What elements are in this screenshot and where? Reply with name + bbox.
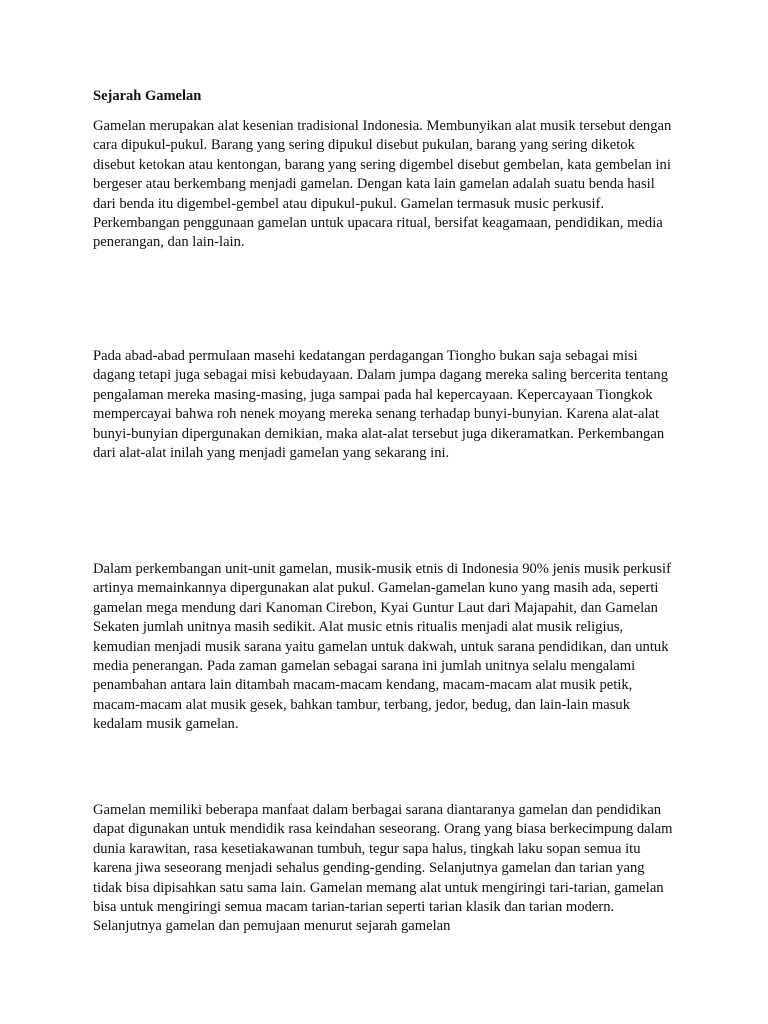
paragraph-4: Gamelan memiliki beberapa manfaat dalam berbagai sarana diantaranya gamelan dan pendidikan dapat digunakan untuk mendidik rasa keindahan seseorang. Orang yang biasa berkecimpung dalam dunia karawitan, rasa kesetiakawanan tumbuh, tegur sapa halus, tingkah laku sopan semua itu karena jiwa seseorang menjadi sehalus gending-gending. Selanjutnya gamelan dan tarian yang tidak bisa dipisahkan satu sama lain. Gamelan memang alat untuk mengiringi tari-tarian, gamelan bisa untuk mengiringi semua macam tarian-tarian seperti tarian klasik dan tarian modern. Selanjutnya gamelan dan pemujaan menurut sejarah gamelan — [93, 802, 673, 935]
paragraph-3: Dalam perkembangan unit-unit gamelan, musik-musik etnis di Indonesia 90% jenis musik perkusif artinya memainkannya dipergunakan alat pukul. Gamelan-gamelan kuno yang masih ada, seperti gamelan mega mendung dari Kanoman Cirebon, Kyai Guntur Laut dari Majapahit, dan Gamelan Sekaten jumlah unitnya masih sedikit. Alat music etnis ritualis menjadi alat musik religius, kemudian menjadi musik sarana yaitu gamelan untuk dakwah, untuk sarana pendidikan, dan untuk media penerangan. Pada zaman gamelan sebagai sarana ini jumlah unitnya selalu mengalami penambahan antara lain ditambah macam-macam kendang, macam-macam alat musik petik, macam-macam alat musik gesek, bahkan tambur, terbang, jedor, bedug, dan lain-lain masuk kedalam musik gamelan. — [93, 561, 671, 733]
paragraph-1: Gamelan merupakan alat kesenian tradisional Indonesia. Membunyikan alat musik tersebut dengan cara dipukul-pukul. Barang yang sering dipukul disebut pukulan, barang yang sering diketok disebut ketokan atau kentongan, barang yang sering digembel disebut gembelan, kata gembelan ini bergeser atau berkembang menjadi gamelan. Dengan kata lain gamelan adalah suatu benda hasil dari benda itu digembel-gembel atau dipukul-pukul. Gamelan termasuk music perkusif. Perkembangan penggunaan gamelan untuk upacara ritual, bersifat keagamaan, pendidikan, media penerangan, dan lain-lain. — [93, 118, 672, 251]
paragraph-2: Pada abad-abad permulaan masehi kedatangan perdagangan Tiongho bukan saja sebagai misi dagang tetapi juga sebagai misi kebudayaan. Dalam jumpa dagang mereka saling bercerita tentang pengalaman mereka masing-masing, juga sampai pada hal kepercayaan. Kepercayaan Tiongkok mempercayai bahwa roh nenek moyang mereka senang terhadap bunyi-bunyian. Karena alat-alat bunyi-bunyian dipergunakan demikian, maka alat-alat tersebut juga dikeramatkan. Perkembangan dari alat-alat inilah yang menjadi gamelan yang sekarang ini. — [93, 348, 669, 462]
document-title: Sejarah Gamelan — [93, 88, 202, 104]
